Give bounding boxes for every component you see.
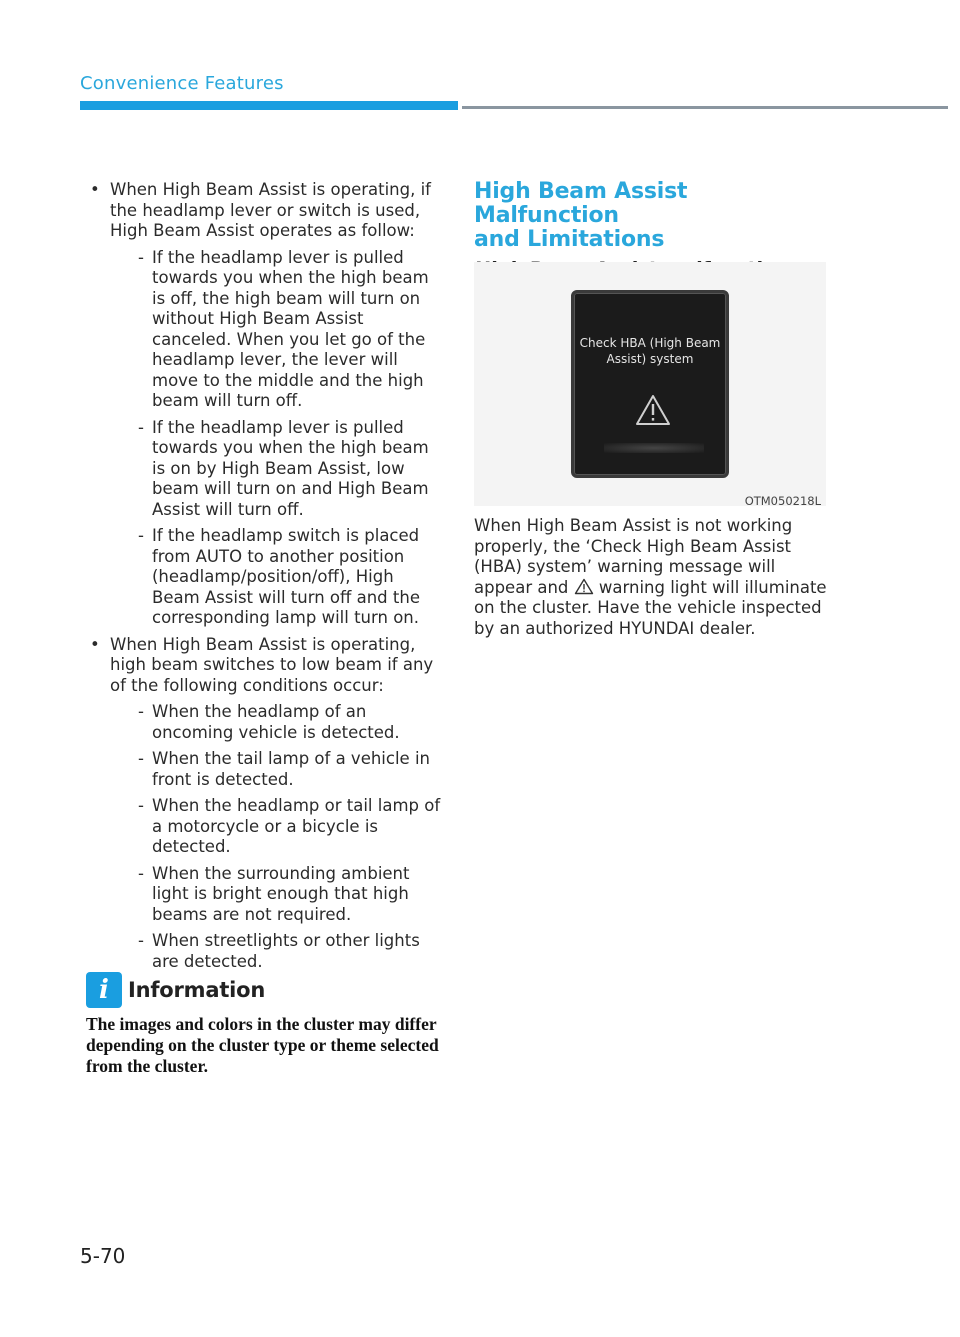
- left-column: [86, 180, 446, 978]
- bullet-text: • When High Beam Assist is operating, high beam switches to low beam if any of the following conditions occur:: [110, 634, 434, 695]
- information-box: [86, 972, 446, 1077]
- info-icon: i: [86, 972, 122, 1008]
- warning-triangle-icon: [574, 578, 594, 595]
- cluster-message: [574, 335, 726, 367]
- figure-caption: OTM050218L: [744, 494, 821, 508]
- sub-item: - When the headlamp or tail lamp of a motorcycle or a bicycle is detected.: [110, 796, 446, 858]
- page-number: 5-70: [80, 1244, 126, 1268]
- sub-item: - When the surrounding ambient light is bright enough that high beams are not required.: [110, 864, 446, 926]
- section-header-title: Convenience Features: [80, 73, 284, 94]
- cluster-message-line: Check HBA (High Beam: [579, 336, 721, 350]
- cluster-message-line: Assist) system: [606, 352, 694, 366]
- header-accent-bar: [80, 101, 458, 110]
- cluster-figure: [474, 262, 826, 506]
- paragraph-text: When High Beam Assist is not working properly, the ‘Check High Beam Assist (HBA) system’ warning message will appear and: [474, 516, 793, 597]
- section-title-line: and Limitations: [474, 227, 665, 252]
- sub-item: - If the headlamp switch is placed from AUTO to another position (headlamp/position/off), High Beam Assist will turn off and the corresponding lamp will turn on.: [110, 526, 446, 629]
- information-header: [86, 972, 446, 1008]
- bullet-text: • When High Beam Assist is operating, if the headlamp lever or switch is used, High Beam Assist operates as follow:: [110, 180, 431, 240]
- header-rule: [462, 106, 948, 109]
- screen-glow: [604, 443, 704, 453]
- sub-item: - If the headlamp lever is pulled towards you when the high beam is off, the high beam will turn on without High Beam Assist canceled. When you let go of the headlamp lever, the lever will move to the middle and the high beam will turn off.: [110, 248, 446, 412]
- information-title: Information: [128, 978, 266, 1002]
- sub-item: - When the tail lamp of a vehicle in front is detected.: [110, 749, 446, 790]
- paragraph-text: warning light will illuminate on the cluster. Have the vehicle inspected by an authorized HYUNDAI dealer.: [474, 577, 827, 638]
- bullet-item: [86, 180, 446, 629]
- bullet-item: [86, 635, 446, 973]
- sub-item: - When the headlamp of an oncoming vehicle is detected.: [110, 702, 446, 743]
- information-text: The images and colors in the cluster may differ depending on the cluster type or theme selected from the cluster.: [86, 1014, 439, 1076]
- cluster-screen: [571, 290, 729, 478]
- sub-item: - If the headlamp lever is pulled towards you when the high beam is on by High Beam Assist, low beam will turn on and High Beam Assist will turn off.: [110, 418, 446, 521]
- section-title: [474, 180, 834, 252]
- section-title-line: High Beam Assist Malfunction: [474, 179, 688, 228]
- sub-item: - When streetlights or other lights are detected.: [110, 931, 446, 972]
- warning-triangle-icon: [634, 393, 672, 427]
- malfunction-paragraph: [474, 516, 830, 639]
